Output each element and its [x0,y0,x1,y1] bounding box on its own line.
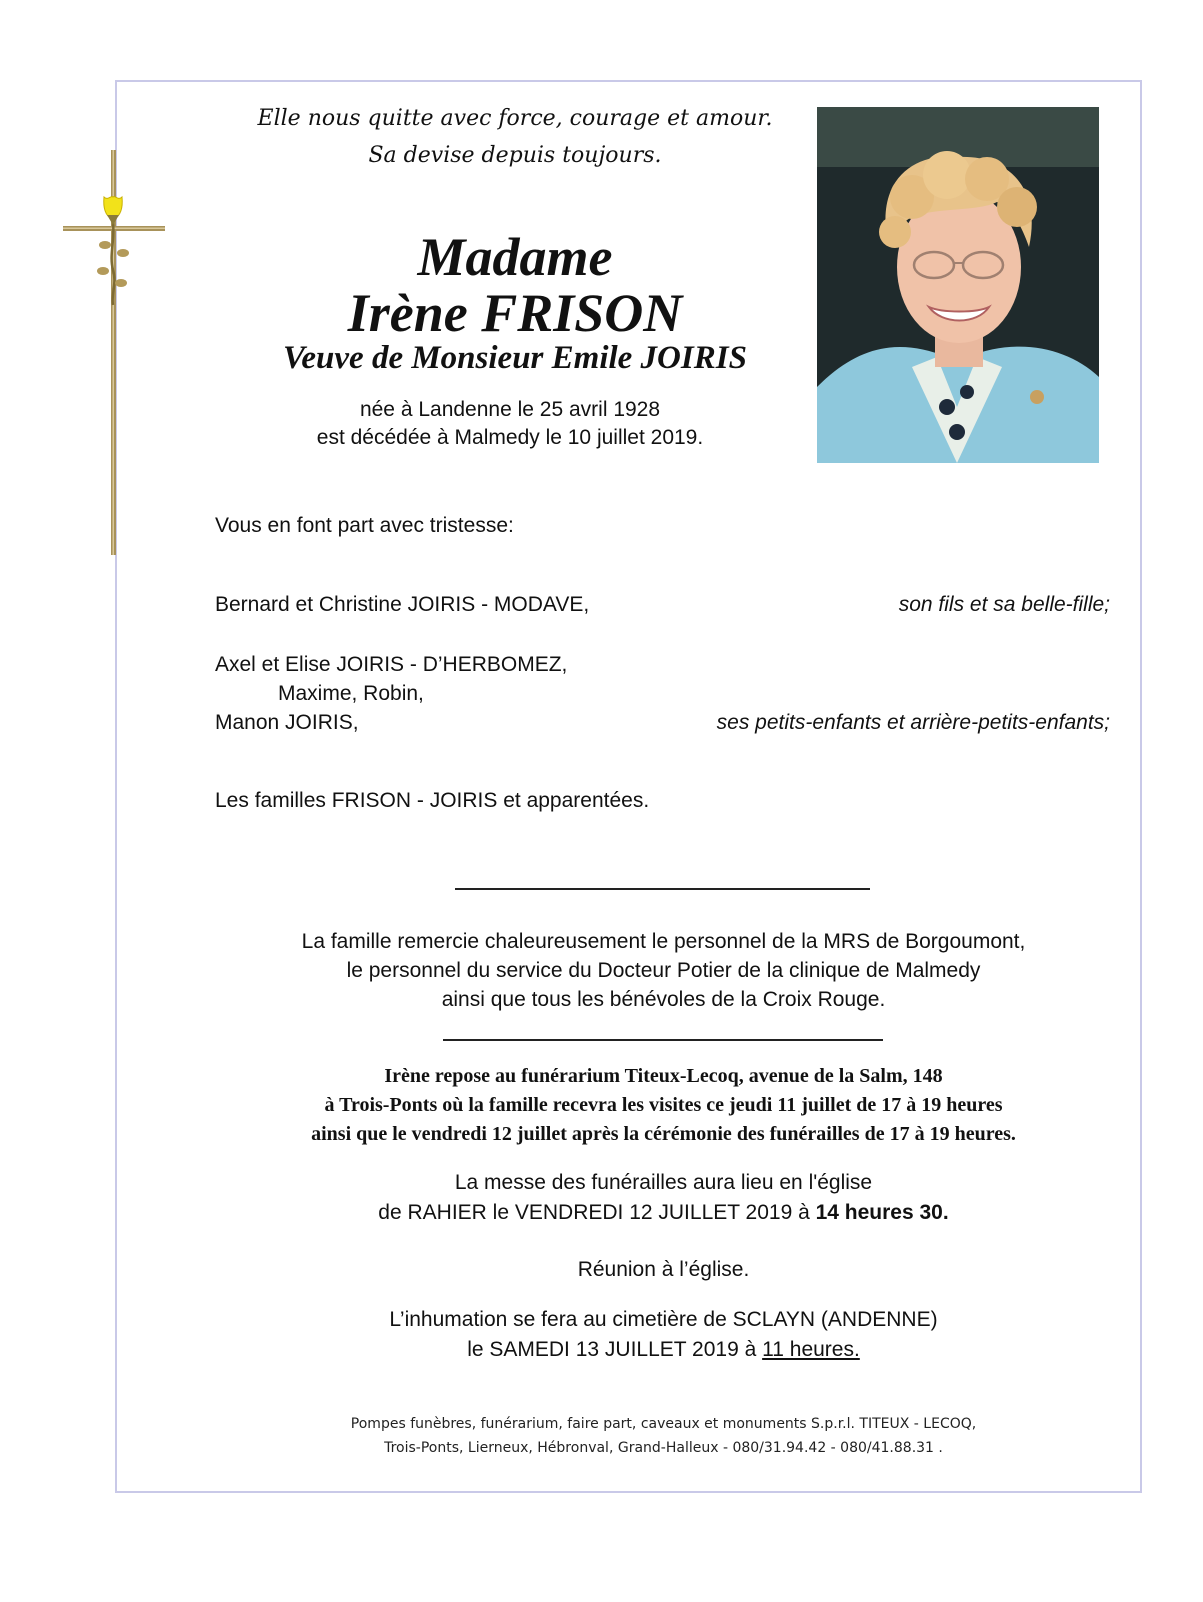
footer-line-2: Trois-Ponts, Lierneux, Hébronval, Grand-Halleux - 080/31.94.42 - 080/41.88.31 . [384,1440,943,1456]
burial-line-2 [200,1335,1127,1365]
funerarium-line-2: à Trois-Ponts où la famille recevra les visites ce jeudi 11 juillet de 17 à 19 heures [324,1094,1003,1116]
portrait-photo [817,107,1099,463]
motto-line-2: Sa devise depuis toujours. [368,143,662,168]
birth-death-info [270,396,750,452]
thanks-text [200,927,1127,1014]
cross-with-rose-icon [55,145,170,560]
death-line: est décédée à Malmedy le 10 juillet 2019. [316,426,704,449]
funerarium-line-1: Irène repose au funérarium Titeux-Lecoq, avenue de la Salm, 148 [384,1065,943,1087]
burial-line-2-text: le SAMEDI 13 JUILLET 2019 à [467,1338,763,1361]
funerarium-line-3: ainsi que le vendredi 12 juillet après la cérémonie des funérailles de 17 à 19 heures. [311,1123,1016,1145]
widow-line: Veuve de Monsieur Emile JOIRIS [283,340,747,376]
funerarium-info [200,1062,1127,1149]
mass-info [200,1168,1127,1228]
motto [230,100,800,174]
title-madame: Madame [417,227,613,287]
footer-line-1: Pompes funèbres, funérarium, faire part, caveaux et monuments S.p.r.l. TITEUX - LECOQ, [350,1416,977,1432]
announce-text: Vous en font part avec tristesse: [215,514,514,537]
family-row-3: Les familles FRISON - JOIRIS et apparentées. [215,789,650,812]
reunion-text: Réunion à l’église. [577,1258,750,1281]
thanks-line-3: ainsi que tous les bénévoles de la Croix Rouge. [441,988,886,1011]
motto-line-1: Elle nous quitte avec force, courage et amour. [257,106,773,131]
family-row-2-relation: ses petits-enfants et arrière-petits-enfants; [716,711,1110,734]
burial-time: 11 heures. [762,1338,860,1361]
mass-line-2 [200,1198,1127,1228]
family-row-1-relation: son fils et sa belle-fille; [898,593,1110,616]
family-row-2-line-1: Axel et Elise JOIRIS - D’HERBOMEZ, [215,653,568,676]
burial-line-1: L’inhumation se fera au cimetière de SCLAYN (ANDENNE) [389,1308,938,1331]
footer [200,1412,1127,1460]
thanks-line-2: le personnel du service du Docteur Potier de la clinique de Malmedy [346,959,981,982]
divider-1 [455,888,870,890]
mass-time: 14 heures 30. [815,1201,949,1224]
burial-info [200,1305,1127,1365]
family-row-2-line-2: Maxime, Robin, [278,682,424,705]
thanks-line-1: La famille remercie chaleureusement le personnel de la MRS de Borgoumont, [301,930,1026,953]
birth-line: née à Landenne le 25 avril 1928 [359,398,661,421]
family-row-1-name: Bernard et Christine JOIRIS - MODAVE, [215,593,590,616]
deceased-name: Irène FRISON [347,283,683,343]
family-row-2-line-3: Manon JOIRIS, [215,711,359,734]
mass-line-1: La messe des funérailles aura lieu en l'église [454,1171,873,1194]
divider-2 [443,1039,883,1041]
mass-line-2-text: de RAHIER le VENDREDI 12 JUILLET 2019 à [378,1201,816,1224]
